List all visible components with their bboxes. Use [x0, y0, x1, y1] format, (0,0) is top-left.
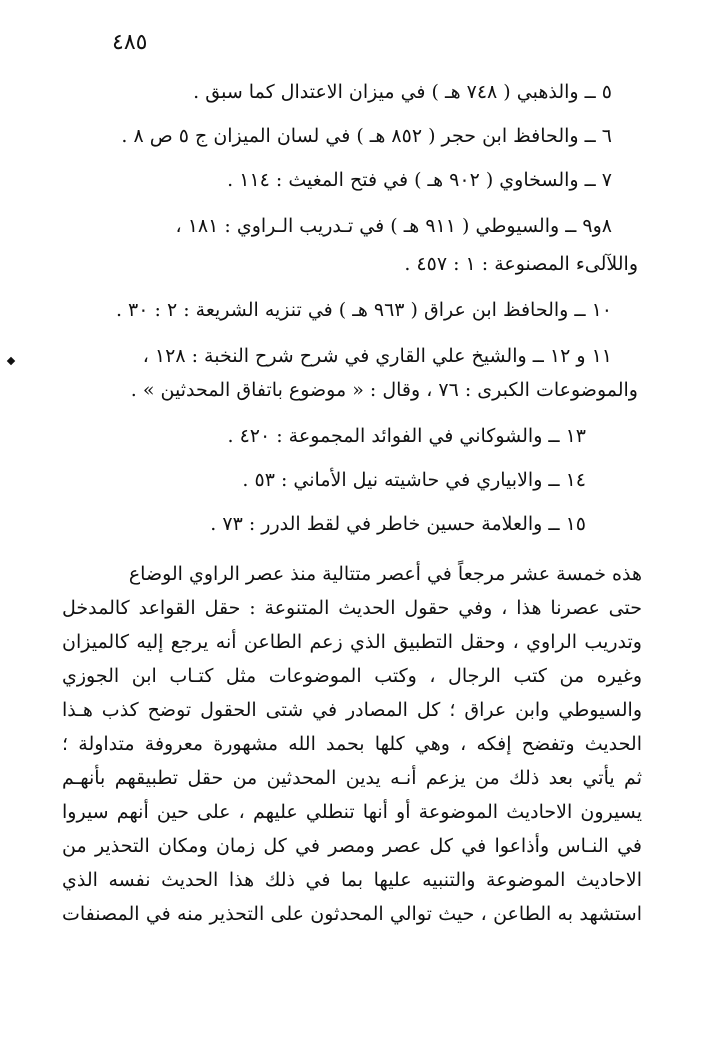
list-item: ١٠ ــ والحافظ ابن عراق ( ٩٦٣ هـ ) في تنزيه الشريعة : ٢ : ٣٠ . [115, 299, 612, 321]
paragraph-line: حتى عصرنا هذا ، وفي حقول الحديث المتنوعة : حقل القواعد كالمدخل [62, 597, 642, 619]
list-item: ١٥ ــ والعلامة حسين خاطر في لقط الدرر : ٧٣ . [210, 513, 586, 535]
paragraph-line: في النـاس وأذاعوا في كل عصر ومصر في كل زمان ومكان التحذير من [62, 835, 642, 857]
list-item: ٨و٩ ــ والسيوطي ( ٩١١ هـ ) في تـدريب الـراوي : ١٨١ ، [175, 215, 612, 237]
page-number: ٤٨٥ [112, 30, 148, 55]
paragraph-line: الاحاديث الموضوعة والتنبيه عليها بما في ذلك هذا الحديث نفسه الذي [62, 869, 642, 891]
list-item-continuation: والموضوعات الكبرى : ٧٦ ، وقال : « موضوع باتفاق المحدثين » . [130, 379, 638, 401]
list-item: ٥ ــ والذهبي ( ٧٤٨ هـ ) في ميزان الاعتدال كما سبق . [193, 81, 612, 103]
paragraph-line: الحديث وتفضح إفكه ، وهي كلها بحمد الله مشهورة معروفة متداولة ؛ [62, 733, 642, 755]
paragraph-line: هذه خمسة عشر مرجعاً في أعصر متتالية منذ عصر الراوي الوضاع [128, 563, 642, 585]
margin-mark-icon [7, 357, 15, 365]
list-item: ١٣ ــ والشوكاني في الفوائد المجموعة : ٤٢٠ . [227, 425, 586, 447]
paragraph-line: استشهد به الطاعن ، حيث توالي المحدثون على التحذير منه في المصنفات [62, 903, 642, 925]
paragraph-line: وتدريب الراوي ، وحقل التطبيق الذي زعم الطاعن أنه يرجع إليه كالميزان [62, 631, 642, 653]
paragraph-line: يسيرون الاحاديث الموضوعة أو أنها تنطلي عليهم ، على حين أنهم سيروا [62, 801, 642, 823]
list-item-continuation: واللآلىء المصنوعة : ١ : ٤٥٧ . [404, 253, 638, 275]
list-item: ١٤ ــ والابياري في حاشيته نيل الأماني : ٥٣ . [242, 469, 586, 491]
list-item: ٧ ــ والسخاوي ( ٩٠٢ هـ ) في فتح المغيث : ١١٤ . [227, 169, 612, 191]
paragraph-line: والسيوطي وابن عراق ؛ كل المصادر في شتى الحقول توضح كذب هـذا [62, 699, 642, 721]
list-item: ٦ ــ والحافظ ابن حجر ( ٨٥٢ هـ ) في لسان الميزان ج ٥ ص ٨ . [121, 125, 612, 147]
paragraph-line: ثم يأتي بعد ذلك من يزعم أنـه يدين المحدثين من حقل تطبيقهم بأنهـم [62, 767, 642, 789]
list-item: ١١ و ١٢ ــ والشيخ علي القاري في شرح شرح النخبة : ١٢٨ ، [142, 345, 612, 367]
paragraph-line: وغيره من كتب الرجال ، وكتب الموضوعات مثل كتـاب ابن الجوزي [62, 665, 642, 687]
